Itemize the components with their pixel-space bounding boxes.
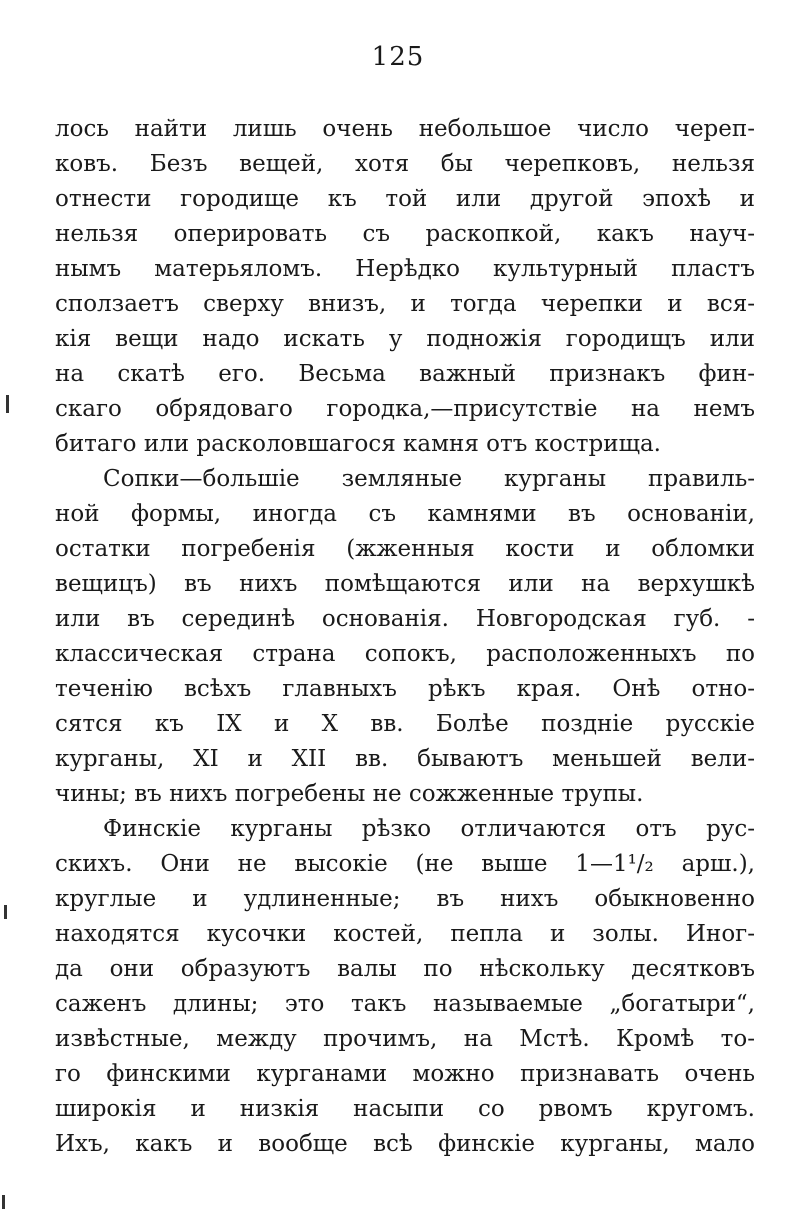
margin-mark xyxy=(2,1195,5,1209)
text-line: широкія и низкія насыпи со рвомъ кругомъ. xyxy=(55,1096,755,1122)
text-line: теченію всѣхъ главныхъ рѣкъ края. Онѣ отно- xyxy=(55,676,755,702)
text-line: круглые и удлиненные; въ нихъ обыкновенно xyxy=(55,886,755,912)
text-line: чины; въ нихъ погребены не сожженные трупы. xyxy=(55,781,644,807)
text-line: скихъ. Они не высокіе (не выше 1—1¹/₂ арш.), xyxy=(55,851,755,877)
text-line: остатки погребенія (жженныя кости и обломки xyxy=(55,536,755,562)
page-number: 125 xyxy=(371,42,425,72)
text-line: ковъ. Безъ вещей, хотя бы черепковъ, нельзя xyxy=(55,151,755,177)
text-line: го финскими курганами можно признавать очень xyxy=(55,1061,755,1087)
text-line: лось найти лишь очень небольшое число череп- xyxy=(55,116,755,142)
text-line: нельзя оперировать съ раскопкой, какъ науч- xyxy=(55,221,755,247)
text-line: ной формы, иногда съ камнями въ основаніи, xyxy=(55,501,755,527)
text-line: кія вещи надо искать у подножія городищъ или xyxy=(55,326,755,352)
text-line: или въ серединѣ основанія. Новгородская губ. - xyxy=(55,606,755,632)
text-line: саженъ длины; это такъ называемые „богатыри“, xyxy=(55,991,755,1017)
text-line: сятся къ IX и X вв. Болѣе поздніе русскіе xyxy=(55,711,755,737)
text-line: да они образуютъ валы по нѣскольку десятковъ xyxy=(55,956,755,982)
body-text xyxy=(55,112,755,1162)
text-line: находятся кусочки костей, пепла и золы. Иног- xyxy=(55,921,755,947)
margin-mark xyxy=(4,905,7,919)
text-line: сползаетъ сверху внизъ, и тогда черепки и вся- xyxy=(55,291,755,317)
text-line: на скатѣ его. Весьма важный признакъ фин- xyxy=(55,361,755,387)
text-line: извѣстные, между прочимъ, на Мстѣ. Кромѣ то- xyxy=(55,1026,755,1052)
margin-mark xyxy=(6,395,9,413)
text-line: курганы, XI и XII вв. бываютъ меньшей вели- xyxy=(55,746,755,772)
text-line: скаго обрядоваго городка,—присутствіе на немъ xyxy=(55,396,755,422)
text-line: Финскіе курганы рѣзко отличаются отъ рус- xyxy=(103,816,755,842)
text-line: вещицъ) въ нихъ помѣщаются или на верхушкѣ xyxy=(55,571,755,597)
text-line: классическая страна сопокъ, расположенныхъ по xyxy=(55,641,755,667)
text-line: нымъ матерьяломъ. Нерѣдко культурный пластъ xyxy=(55,256,755,282)
text-line: Ихъ, какъ и вообще всѣ финскіе курганы, мало xyxy=(55,1131,755,1157)
text-line: отнести городище къ той или другой эпохѣ и xyxy=(55,186,755,212)
text-line: битаго или расколовшагося камня отъ кострища. xyxy=(55,431,661,457)
text-line: Сопки—большіе земляные курганы правиль- xyxy=(103,466,755,492)
